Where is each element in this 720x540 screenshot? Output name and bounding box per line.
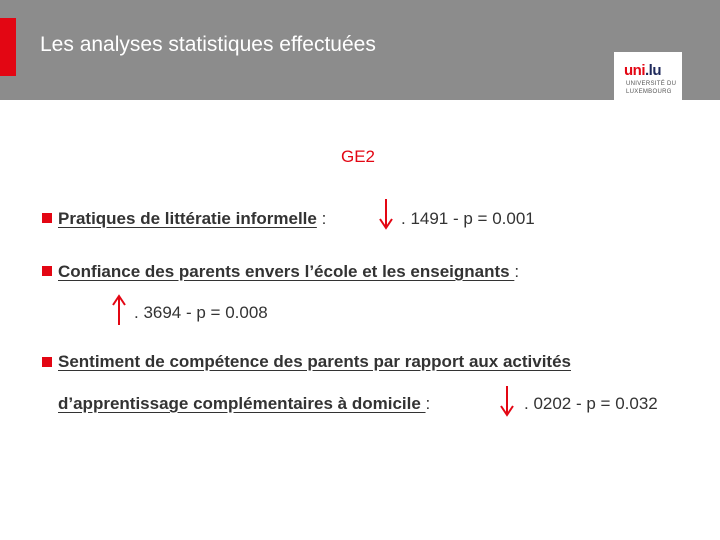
header-accent xyxy=(0,18,16,76)
bullet-item-3-label-part-1: Sentiment de compétence des parents par rapport aux activités xyxy=(58,352,571,371)
bullet-item-1-result: . 1491 - p = 0.001 xyxy=(401,209,535,228)
bullet-marker xyxy=(42,266,52,276)
bullet-item-2-separator: : xyxy=(514,262,520,281)
up-arrow-icon xyxy=(112,293,126,327)
header-bar xyxy=(0,0,720,100)
bullet-item-1-label-line xyxy=(58,209,326,229)
bullet-item-1-separator: : xyxy=(316,209,327,228)
university-logo xyxy=(614,52,682,100)
page-title: Les analyses statistiques effectuées xyxy=(40,33,376,56)
bullet-item-3-label-line-1 xyxy=(58,352,571,372)
bullet-item-3-result: . 0202 - p = 0.032 xyxy=(524,394,658,413)
logo-line-2: LUXEMBOURG xyxy=(626,89,672,95)
bullet-item-2-result: . 3694 - p = 0.008 xyxy=(134,303,268,322)
section-subtitle: GE2 xyxy=(340,147,376,166)
bullet-item-1-label: Pratiques de littératie informelle xyxy=(58,209,317,228)
logo-mark: uni.lu xyxy=(624,62,662,79)
bullet-marker xyxy=(42,357,52,367)
bullet-marker xyxy=(42,213,52,223)
logo-line-1: UNIVERSITÉ DU xyxy=(626,81,677,87)
down-arrow-icon xyxy=(500,384,514,418)
bullet-item-2-label: Confiance des parents envers l’école et les enseignants xyxy=(58,262,515,281)
down-arrow-icon xyxy=(379,197,393,231)
bullet-item-3-label-line-2 xyxy=(58,394,430,414)
bullet-item-3-label-part-2: d’apprentissage complémentaires à domicile xyxy=(58,394,426,413)
bullet-item-3-separator: : xyxy=(425,394,431,413)
bullet-item-2-label-line xyxy=(58,262,519,282)
